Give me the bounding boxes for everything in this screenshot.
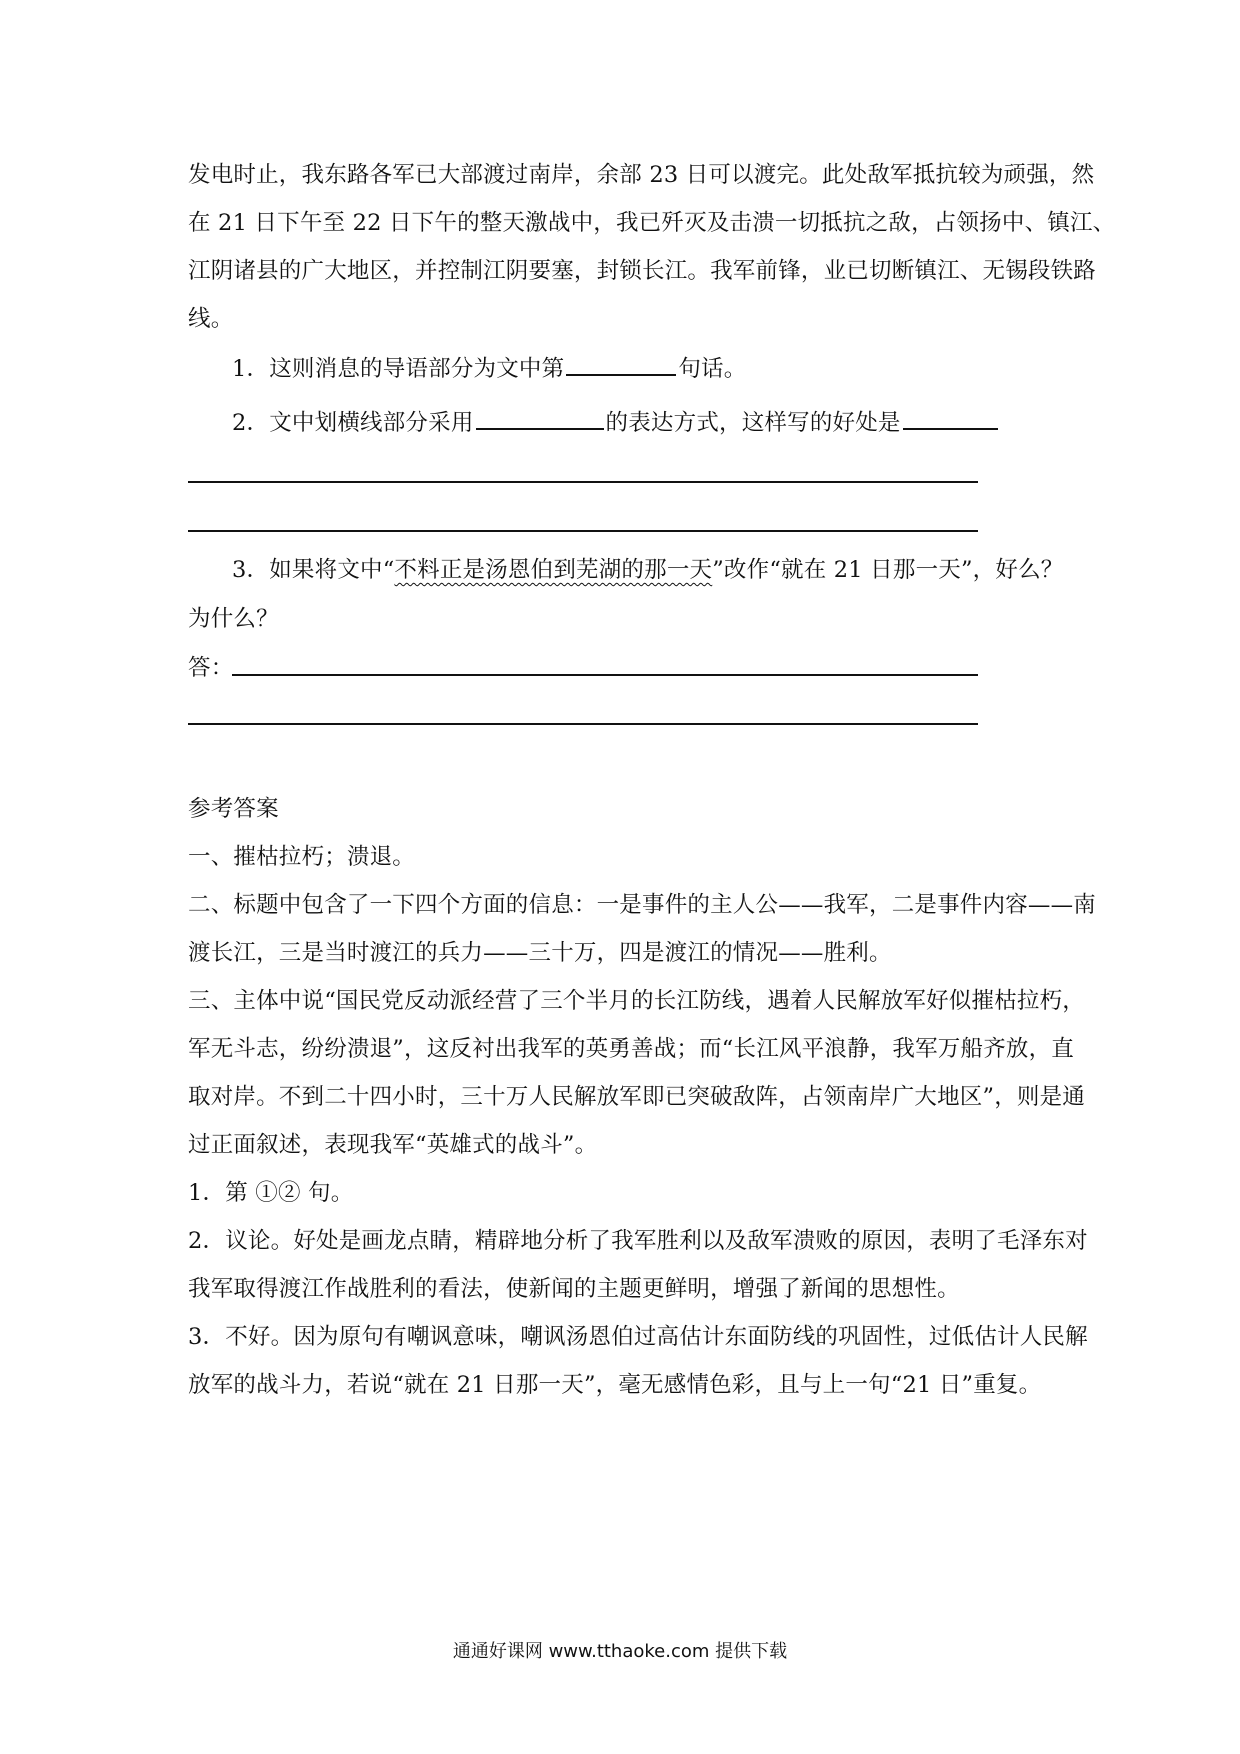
question-2 xyxy=(232,406,1060,438)
page-footer: 通通好课网 www.tthaoke.com 提供下载 xyxy=(452,1641,788,1662)
question-3-suffix: ”改作“就在 21 日那一天”，好么？ xyxy=(712,557,1064,583)
answer-line-q3-2[interactable] xyxy=(188,723,978,725)
answer-q2-line-2: 我军取得渡江作战胜利的看法，使新闻的主题更鲜明，增强了新闻的思想性。 xyxy=(188,1276,960,1302)
answer-q3-line-1: 3．不好。因为原句有嘲讽意味，嘲讽汤恩伯过高估计东面防线的巩固性，过低估计人民解 xyxy=(188,1324,1088,1350)
question-1 xyxy=(232,352,1060,384)
answer-q3-line-2: 放军的战斗力，若说“就在 21 日那一天”，毫无感情色彩，且与上一句“21 日”重复。 xyxy=(188,1372,1042,1398)
question-2-prefix: 2．文中划横线部分采用 xyxy=(232,410,474,436)
question-3 xyxy=(232,555,1064,585)
answer-section-3-line-3: 取对岸。不到二十四小时，三十万人民解放军即已突破敌阵，占领南岸广大地区”，则是通 xyxy=(188,1084,1086,1110)
passage-line-4: 线。 xyxy=(188,306,234,332)
answer-section-3-line-2: 军无斗志，纷纷溃退”，这反衬出我军的英勇善战；而“长江风平浪静，我军万船齐放，直 xyxy=(188,1036,1075,1062)
question-2-blank-benefit[interactable] xyxy=(903,406,998,430)
answer-section-1: 一、摧枯拉朽；溃退。 xyxy=(188,844,416,870)
question-1-prefix: 1．这则消息的导语部分为文中第 xyxy=(232,356,565,382)
question-1-blank[interactable] xyxy=(566,352,676,376)
answer-label: 答： xyxy=(188,655,234,681)
question-1-suffix: 句话。 xyxy=(678,356,747,382)
question-2-middle: 的表达方式，这样写的好处是 xyxy=(605,410,901,436)
passage-line-1: 发电时止，我东路各军已大部渡过南岸，余部 23 日可以渡完。此处敌军抵抗较为顽强，然 xyxy=(188,162,1095,188)
answer-section-3-line-1: 三、主体中说“国民党反动派经营了三个半月的长江防线，遇着人民解放军好似摧枯拉朽， xyxy=(188,988,1086,1014)
passage-line-2: 在 21 日下午至 22 日下午的整天激战中，我已歼灭及击溃一切抵抗之敌，占领扬中、镇江、 xyxy=(188,210,1116,236)
question-2-blank-method[interactable] xyxy=(476,406,604,430)
answer-line-q2-2[interactable] xyxy=(188,530,978,532)
passage-line-3: 江阴诸县的广大地区，并控制江阴要塞，封锁长江。我军前锋，业已切断镇江、无锡段铁路 xyxy=(188,258,1097,284)
question-3-prefix: 3．如果将文中“ xyxy=(232,557,395,583)
answer-section-3-line-4: 过正面叙述，表现我军“英雄式的战斗”。 xyxy=(188,1132,598,1158)
answer-line-q3-1[interactable] xyxy=(232,674,978,676)
answer-q1: 1．第 ①② 句。 xyxy=(188,1180,354,1206)
answer-line-q2-1[interactable] xyxy=(188,481,978,483)
question-3-line-2: 为什么？ xyxy=(188,606,279,632)
answers-heading: 参考答案 xyxy=(188,796,279,822)
answer-section-2-line-2: 渡长江，三是当时渡江的兵力——三十万，四是渡江的情况——胜利。 xyxy=(188,940,892,966)
answer-section-2-line-1: 二、标题中包含了一下四个方面的信息：一是事件的主人公——我军，二是事件内容——南 xyxy=(188,892,1097,918)
answer-q2-line-1: 2．议论。好处是画龙点睛，精辟地分析了我军胜利以及敌军溃败的原因，表明了毛泽东对 xyxy=(188,1228,1088,1254)
question-3-quote: 不料正是汤恩伯到芜湖的那一天 xyxy=(394,557,713,583)
